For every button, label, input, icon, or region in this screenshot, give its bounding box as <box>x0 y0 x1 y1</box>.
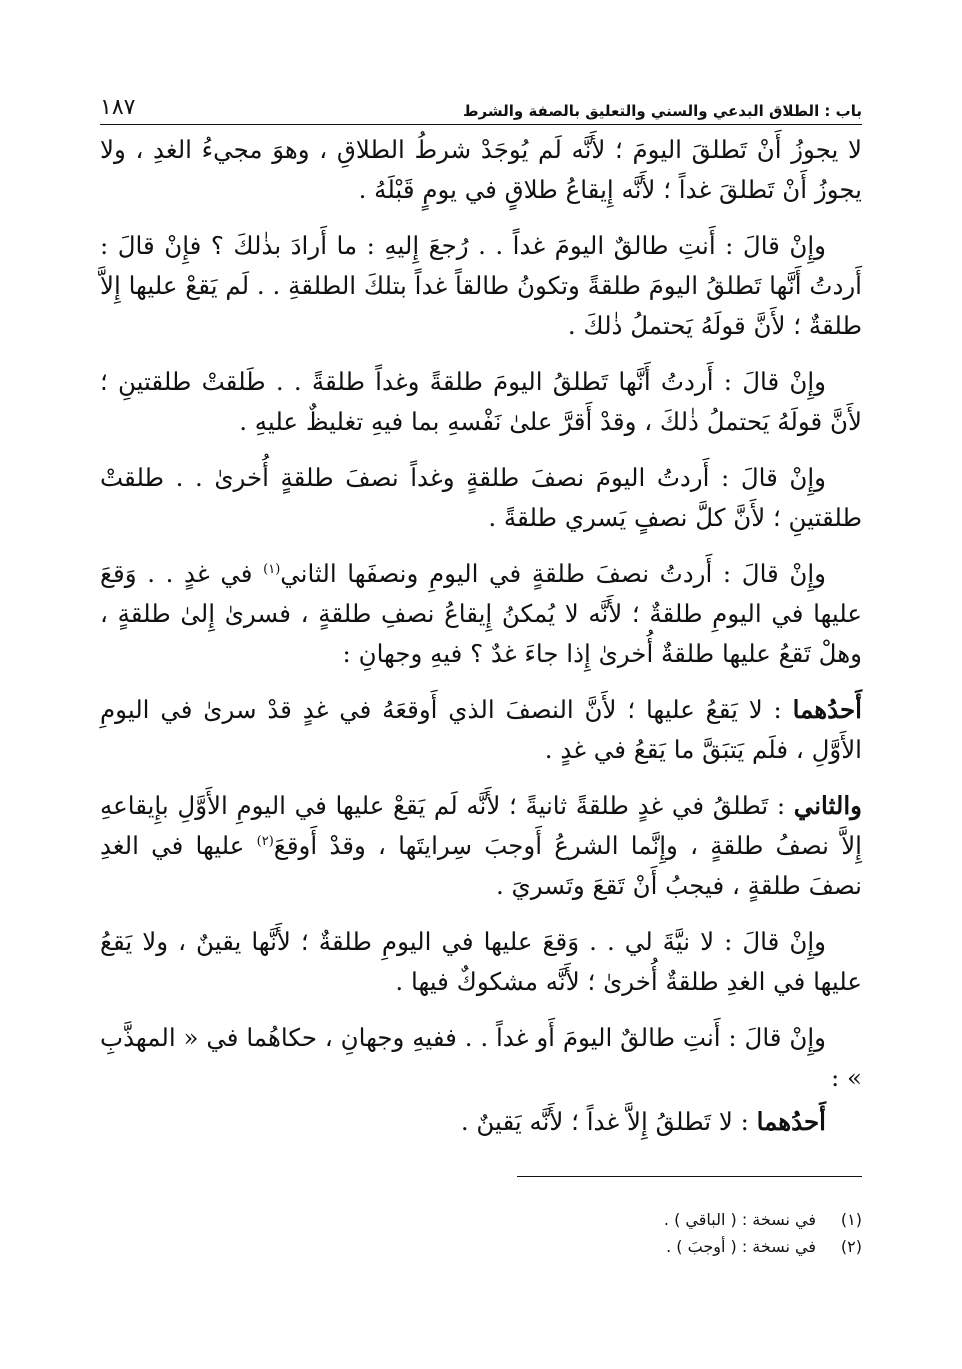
paragraph-10 <box>100 1102 862 1142</box>
running-header <box>100 88 862 125</box>
paragraph-7 <box>100 786 862 906</box>
footnote-ref-1[interactable]: (١) <box>263 561 281 577</box>
footnote-number: (٢) <box>840 1237 862 1256</box>
paragraph-5-text-a: وإِنْ قالَ : أَردتُ نصفَ طلقةٍ في اليومِ ونصفَها الثاني <box>280 559 827 588</box>
footnote-text: في نسخة : ( الباقي ) . <box>663 1210 816 1229</box>
footnote-number: (١) <box>840 1210 862 1229</box>
footnotes <box>100 1206 862 1260</box>
footnote-2 <box>100 1233 862 1260</box>
paragraph-2: وإِنْ قالَ : أَنتِ طالقٌ اليومَ غداً . . رُجعَ إِليهِ : ما أَرادَ بذٰلكَ ؟ فإِنْ قالَ : أَردتُ أَنَّها تَطلقُ اليومَ طلقةً وتكونُ طالقاً غداً بتلكَ الطلقةِ . . لَم يَقعْ عليها إِلاَّ طلقةٌ ؛ لأَنَّ قولَهُ يَحتملُ ذٰلكَ . <box>100 231 862 340</box>
paragraph-3: وإِنْ قالَ : أَردتُ أَنَّها تَطلقُ اليومَ طلقةً وغداً طلقةً . . طَلقتْ طلقتينِ ؛ لأَنَّ قولَهُ يَحتملُ ذٰلكَ ، وقدْ أَقرَّ علىٰ نَفْسهِ بما فيهِ تغليظٌ عليهِ . <box>100 367 862 436</box>
paragraph-9: وإِنْ قالَ : أَنتِ طالقٌ اليومَ أَو غداً . . ففيهِ وجهانِ ، حكاهُما في « المهذَّبِ » : <box>100 1023 862 1092</box>
paragraph-5 <box>100 554 862 674</box>
footnote-separator <box>517 1176 862 1177</box>
paragraph-10-text: : لا تَطلقُ إِلاَّ غداً ؛ لأَنَّه يَقينٌ . <box>460 1107 757 1136</box>
paragraph-6-text: : لا يَقعُ عليها ؛ لأَنَّ النصفَ الذي أَوقعَهُ في غدٍ قدْ سرىٰ في اليومِ الأَوَّلِ ، فلَم يَتبَقَّ ما يَقعُ في غدٍ . <box>100 695 862 764</box>
footnote-text: في نسخة : ( أوجبَ ) . <box>666 1237 816 1256</box>
paragraph-10-lead: أَحدُهما <box>756 1107 826 1136</box>
page-number: ١٨٧ <box>100 95 136 120</box>
chapter-title: باب : الطلاق البدعي والسني والتعليق بالصفة والشرط <box>462 102 862 120</box>
paragraph-7-text-b: عليها في الغدِ نصفَ طلقةٍ ، فيجبُ أَنْ تَقعَ وتَسريَ . <box>100 831 862 900</box>
paragraph-6 <box>100 690 862 770</box>
main-text <box>100 130 862 1158</box>
paragraph-4: وإِنْ قالَ : أَردتُ اليومَ نصفَ طلقةٍ وغداً نصفَ طلقةٍ أُخرىٰ . . طلقتْ طلقتينِ ؛ لأَنَّ كلَّ نصفٍ يَسري طلقةً . <box>100 463 862 532</box>
footnote-ref-2[interactable]: (٢) <box>256 833 274 849</box>
paragraph-7-lead: والثاني <box>793 791 862 820</box>
paragraph-5-text-b: في غدٍ . . وَقعَ عليها في اليومِ طلقةٌ ؛ لأَنَّه لا يُمكنُ إِيقاعُ نصفِ طلقةٍ ، فسرىٰ إِلىٰ طلقةٍ ، وهلْ تَقعُ عليها طلقةٌ أُخرىٰ إِذا جاءَ غدٌ ؟ فيهِ وجهانِ : <box>100 559 862 668</box>
paragraph-8: وإِنْ قالَ : لا نيَّةَ لي . . وَقعَ عليها في اليومِ طلقةٌ ؛ لأَنَّها يقينٌ ، ولا يَقعُ عليها في الغدِ طلقةٌ أُخرىٰ ؛ لأَنَّه مشكوكٌ فيها . <box>100 927 862 996</box>
paragraph-1: لا يجوزُ أَنْ تَطلقَ اليومَ ؛ لأَنَّه لَم يُوجَدْ شرطُ الطلاقِ ، وهوَ مجيءُ الغدِ ، ولا يجوزُ أَنْ تَطلقَ غداً ؛ لأَنَّه إِيقاعُ طلاقٍ في يومٍ قَبْلَهُ . <box>100 135 862 204</box>
paragraph-6-lead: أَحدُهما <box>792 695 862 724</box>
paragraph-7-text-a: : تَطلقُ في غدٍ طلقةً ثانيةً ؛ لأَنَّه لَم يَقعْ عليها في اليومِ الأَوَّلِ بإِيقاعهِ إِلاَّ نصفُ طلقةٍ ، وإِنَّما الشرعُ أَوجبَ سِرايتَها ، وقدْ أَوقعَ <box>100 791 862 860</box>
footnote-1 <box>100 1206 862 1233</box>
